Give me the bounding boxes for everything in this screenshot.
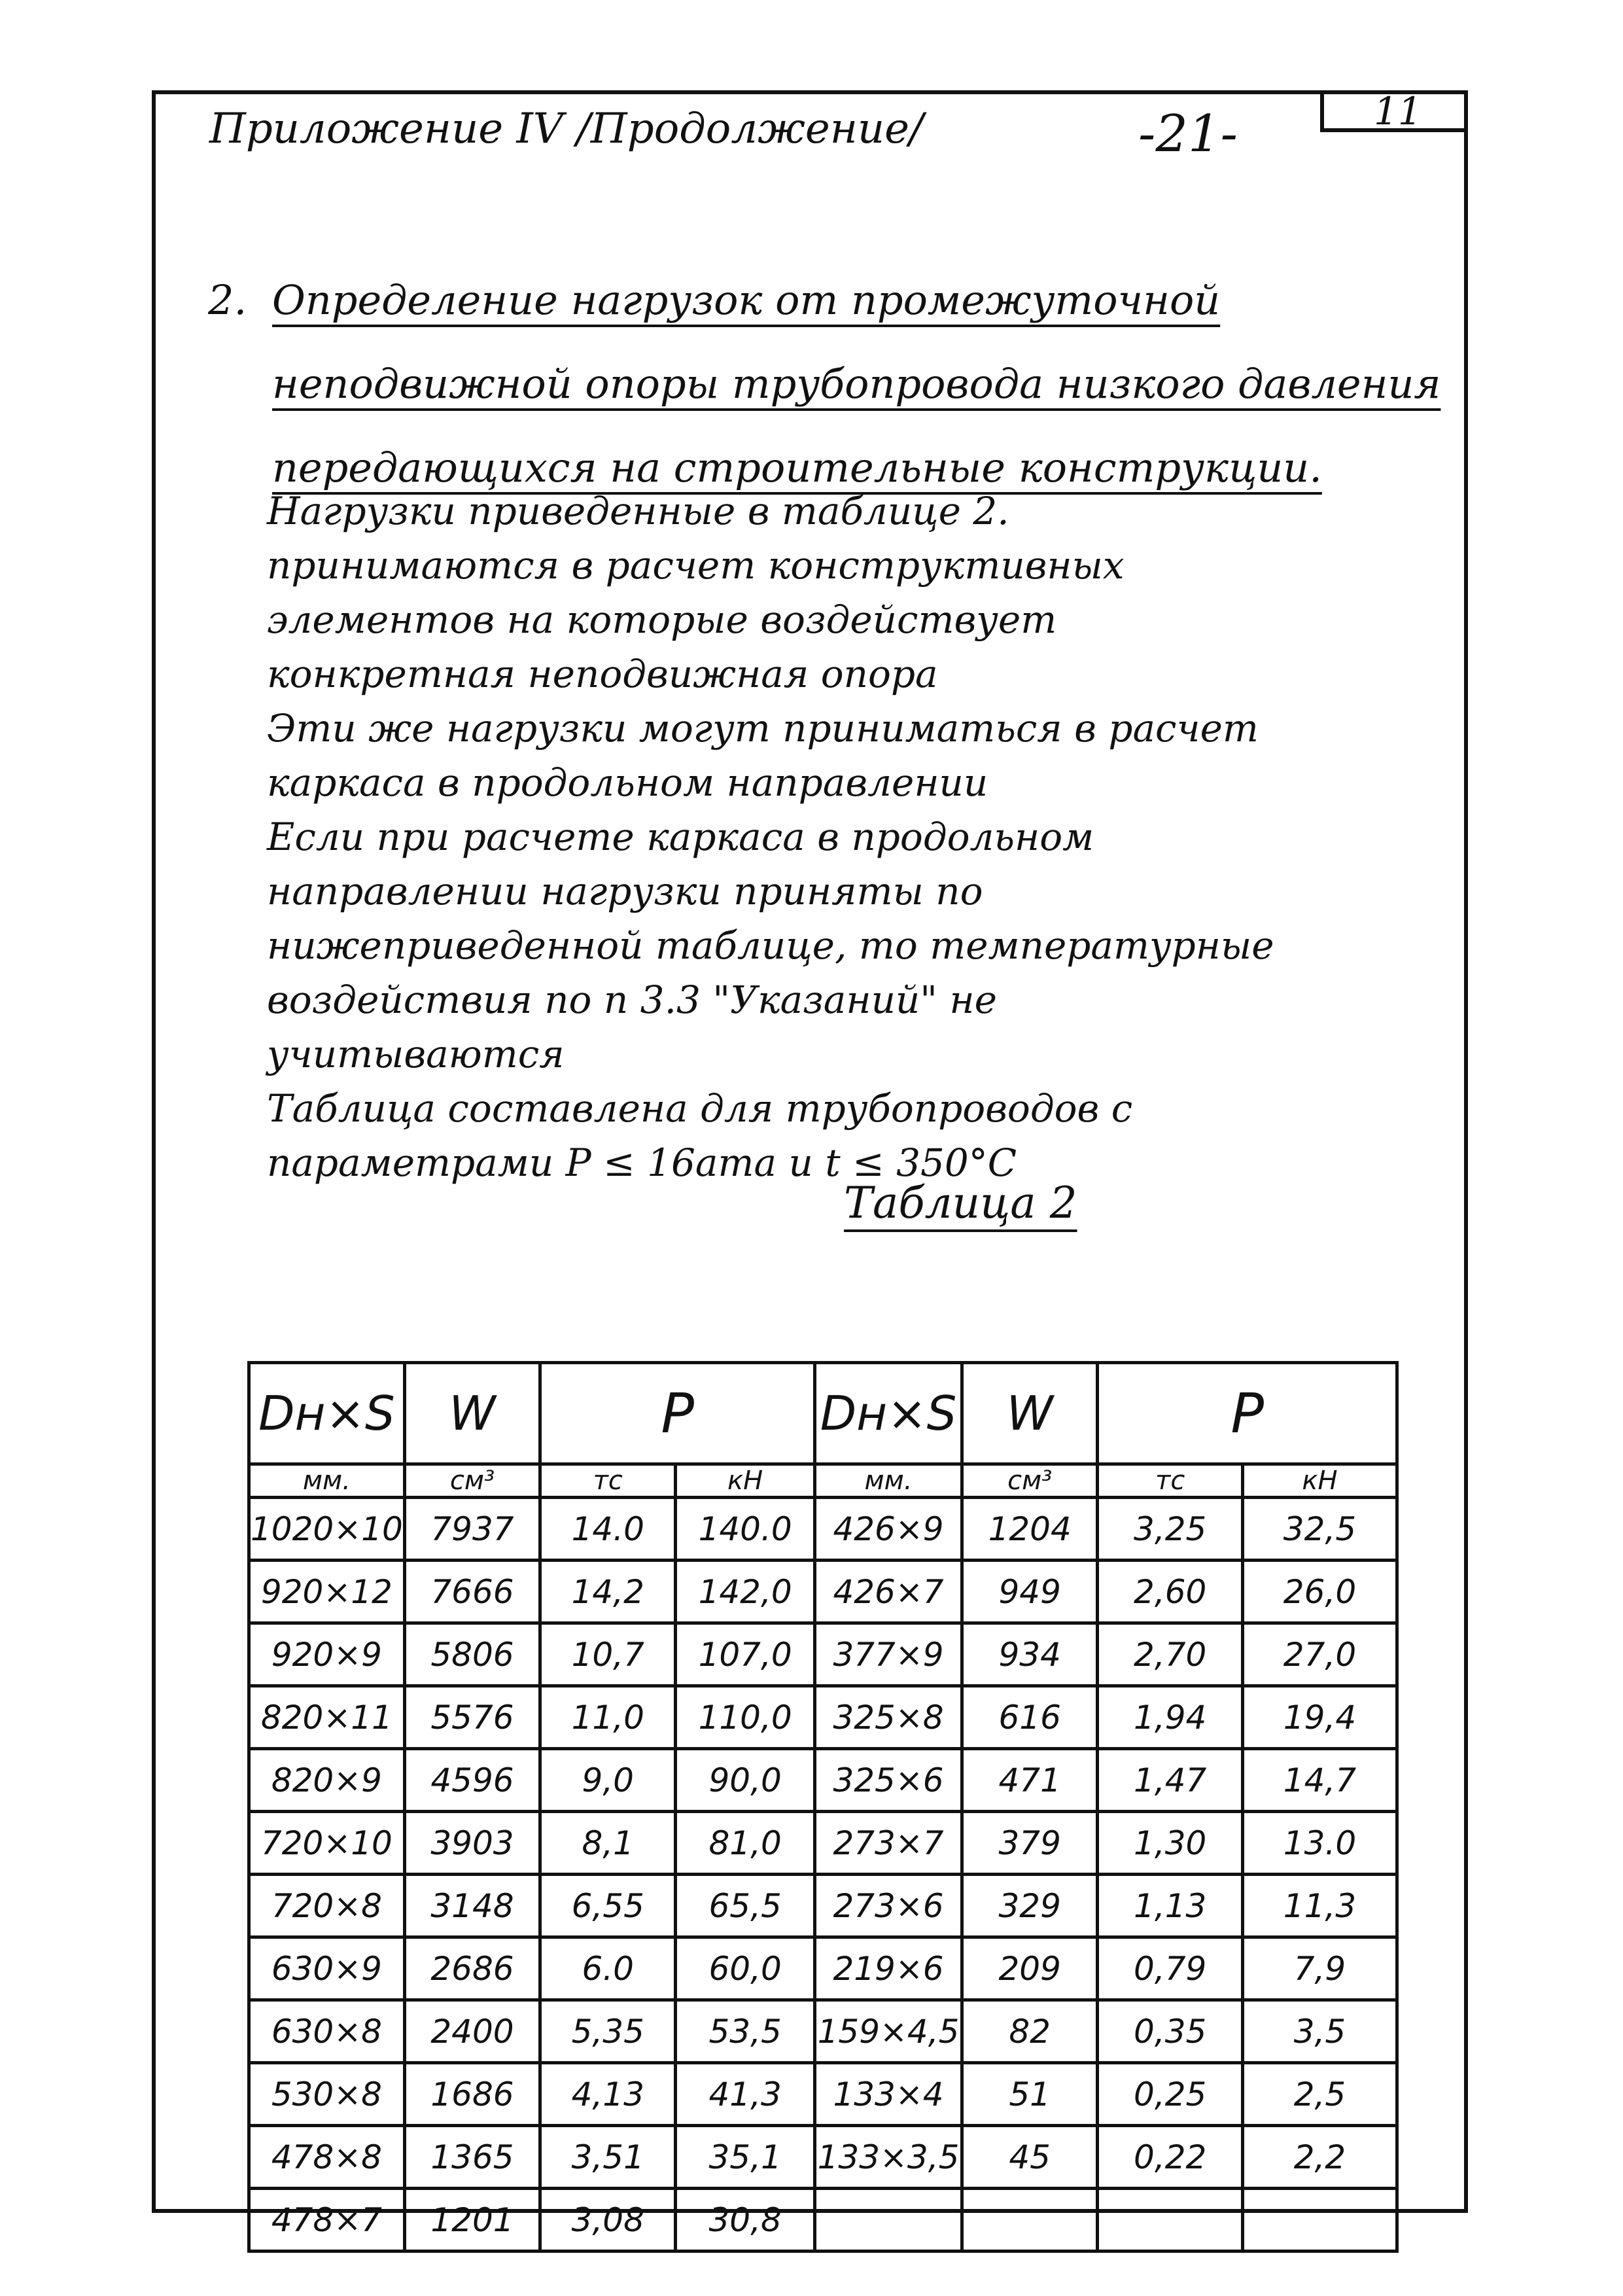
table-cell: 4,13 [540,2063,676,2126]
table-cell: 32,5 [1242,1498,1397,1561]
table-cell: 630×8 [249,2000,405,2063]
table-cell: 920×12 [249,1561,405,1623]
table-cell: 14.0 [540,1498,676,1561]
table-cell: 273×7 [815,1812,962,1875]
table-cell: 630×9 [249,1937,405,2000]
table-cell: 8,1 [540,1812,676,1875]
table-cell: 14,2 [540,1561,676,1623]
table-cell: 720×8 [249,1875,405,1937]
header-dxs-2: Dн×S [815,1363,962,1464]
table-cell: 2686 [404,1937,540,2000]
table-cell: 3148 [404,1875,540,1937]
table-row [249,2063,1397,2126]
table-cell: 133×3,5 [815,2126,962,2189]
header-p-1: P [540,1363,815,1464]
table-cell: 325×8 [815,1686,962,1749]
table-row [249,1812,1397,1875]
table-cell: 616 [962,1686,1097,1749]
unit-mm-2: мм. [815,1464,962,1498]
table-cell: 1686 [404,2063,540,2126]
unit-tc-1: тс [540,1464,676,1498]
unit-cm3-1: см³ [404,1464,540,1498]
table-cell: 3,25 [1098,1498,1242,1561]
table-cell: 5806 [404,1623,540,1686]
page-number: -21- [1138,105,1238,164]
table-cell [962,2189,1097,2252]
table-cell: 5,35 [540,2000,676,2063]
table-cell: 478×7 [249,2189,405,2252]
table-cell: 325×6 [815,1749,962,1812]
unit-mm-1: мм. [249,1464,405,1498]
table-cell: 1,47 [1098,1749,1242,1812]
table-cell: 7937 [404,1498,540,1561]
table-cell: 329 [962,1875,1097,1937]
table-cell: 0,25 [1098,2063,1242,2126]
table-cell: 53,5 [676,2000,815,2063]
table-cell: 530×8 [249,2063,405,2126]
table-cell: 3,08 [540,2189,676,2252]
table-cell: 1204 [962,1498,1097,1561]
table-cell: 51 [962,2063,1097,2126]
table-cell: 426×9 [815,1498,962,1561]
table-cell: 27,0 [1242,1623,1397,1686]
table-cell: 5576 [404,1686,540,1749]
unit-kn-1: кН [676,1464,815,1498]
table-cell: 949 [962,1561,1097,1623]
table-cell: 3,5 [1242,2000,1397,2063]
table-cell: 2,60 [1098,1561,1242,1623]
table-cell: 820×9 [249,1749,405,1812]
table-cell: 1,94 [1098,1686,1242,1749]
table-cell: 1,30 [1098,1812,1242,1875]
table-cell: 82 [962,2000,1097,2063]
table-cell: 720×10 [249,1812,405,1875]
table-cell [1242,2189,1397,2252]
table-cell: 1365 [404,2126,540,2189]
table-row [249,1561,1397,1623]
table-cell [1098,2189,1242,2252]
table-cell: 81,0 [676,1812,815,1875]
table-cell: 11,0 [540,1686,676,1749]
table-cell: 1020×10 [249,1498,405,1561]
header-w-2: W [962,1363,1097,1464]
table-cell: 11,3 [1242,1875,1397,1937]
table-cell: 2,2 [1242,2126,1397,2189]
table-cell: 107,0 [676,1623,815,1686]
paragraph-4: Таблица составлена для трубопроводов с параметрами P ≤ 16ата и t ≤ 350°C [267,1086,1133,1185]
header-p-2: P [1098,1363,1397,1464]
table-cell: 219×6 [815,1937,962,2000]
table-cell: 3903 [404,1812,540,1875]
table-cell: 3,51 [540,2126,676,2189]
table-cell: 35,1 [676,2126,815,2189]
table-row [249,1498,1397,1561]
table-cell: 7666 [404,1561,540,1623]
sheet-number: 11 [1374,89,1422,133]
table-row [249,1875,1397,1937]
body-text [267,484,1300,1190]
table-cell: 4596 [404,1749,540,1812]
table-cell: 0,22 [1098,2126,1242,2189]
table-caption: Таблица 2 [844,1178,1077,1228]
section-number: 2. [208,276,247,324]
table-cell: 7,9 [1242,1937,1397,2000]
table-cell: 159×4,5 [815,2000,962,2063]
unit-tc-2: тс [1098,1464,1242,1498]
table-cell: 10,7 [540,1623,676,1686]
paragraph-2: Эти же нагрузки могут приниматься в расчет каркаса в продольном направлении [267,706,1259,805]
appendix-header: Приложение IV /Продолжение/ [209,105,924,153]
table-cell: 426×7 [815,1561,962,1623]
table-cell: 0,79 [1098,1937,1242,2000]
table-row [249,2126,1397,2189]
table-cell: 478×8 [249,2126,405,2189]
header-dxs-1: Dн×S [249,1363,405,1464]
table-cell: 65,5 [676,1875,815,1937]
table-row [249,1749,1397,1812]
unit-cm3-2: см³ [962,1464,1097,1498]
table-cell: 9,0 [540,1749,676,1812]
table-row [249,2189,1397,2252]
table-cell: 13.0 [1242,1812,1397,1875]
table-row [249,2000,1397,2063]
table-cell: 110,0 [676,1686,815,1749]
table-cell: 2,5 [1242,2063,1397,2126]
table-cell: 273×6 [815,1875,962,1937]
table-cell: 6,55 [540,1875,676,1937]
table-cell: 820×11 [249,1686,405,1749]
section-title: Определение нагрузок от промежуточной неподвижной опоры трубопровода низкого давления передающихся на строительные конструкции. [272,276,1441,491]
table-cell: 26,0 [1242,1561,1397,1623]
table-cell: 1201 [404,2189,540,2252]
table-cell: 133×4 [815,2063,962,2126]
table-cell: 377×9 [815,1623,962,1686]
table-cell: 2,70 [1098,1623,1242,1686]
table-cell: 60,0 [676,1937,815,2000]
table-cell: 90,0 [676,1749,815,1812]
table-cell: 934 [962,1623,1097,1686]
table-cell: 209 [962,1937,1097,2000]
paragraph-3: Если при расчете каркаса в продольном направлении нагрузки приняты по нижеприведенной таблице, то температурные воздействия по п 3.3 "Указаний" не учитываются [267,815,1274,1076]
table-cell: 14,7 [1242,1749,1397,1812]
table-cell: 471 [962,1749,1097,1812]
table-cell: 0,35 [1098,2000,1242,2063]
loads-table [247,1361,1399,2253]
table-cell: 920×9 [249,1623,405,1686]
table-row [249,1623,1397,1686]
header-w-1: W [404,1363,540,1464]
table-cell: 6.0 [540,1937,676,2000]
table-cell: 379 [962,1812,1097,1875]
paragraph-1: Нагрузки приведенные в таблице 2. принимаются в расчет конструктивных элементов на которые воздействует конкретная неподвижная опора [267,489,1125,696]
table-cell: 142,0 [676,1561,815,1623]
table-row [249,1937,1397,2000]
table-cell: 41,3 [676,2063,815,2126]
table-cell [815,2189,962,2252]
table-cell: 1,13 [1098,1875,1242,1937]
table-cell: 45 [962,2126,1097,2189]
table-cell: 140.0 [676,1498,815,1561]
unit-kn-2: кН [1242,1464,1397,1498]
table-cell: 2400 [404,2000,540,2063]
table-cell: 19,4 [1242,1686,1397,1749]
table-row [249,1686,1397,1749]
table-cell: 30,8 [676,2189,815,2252]
